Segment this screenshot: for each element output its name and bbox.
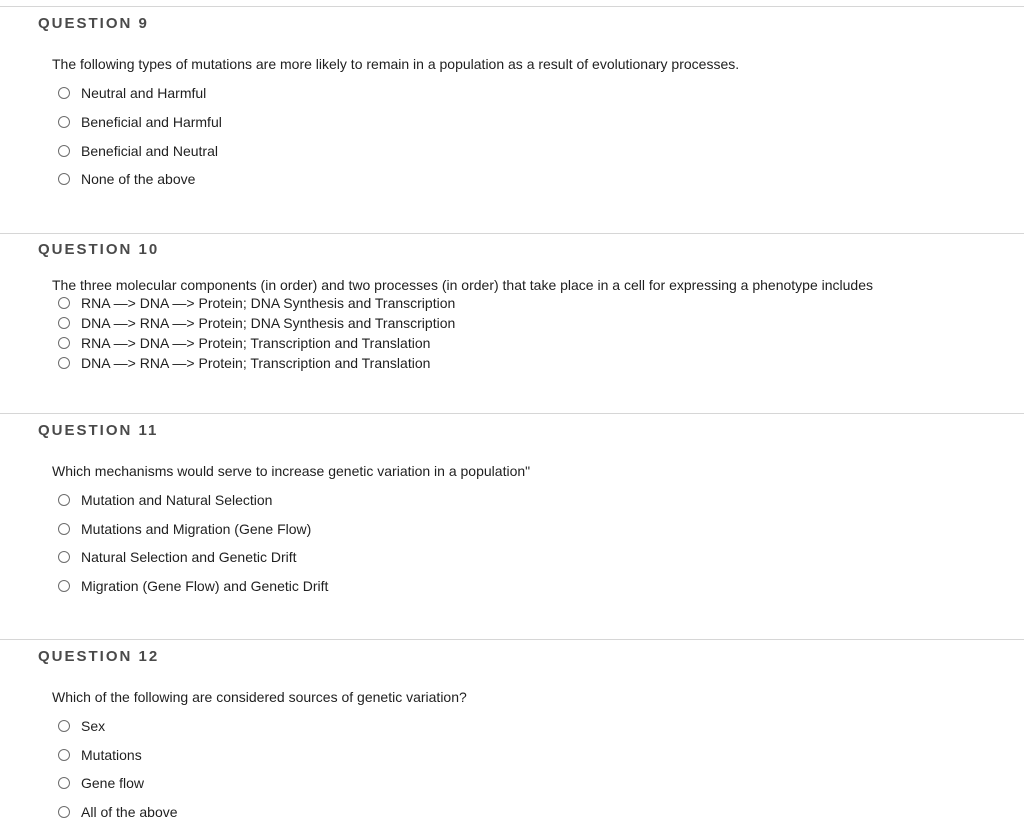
option-label: DNA —> RNA —> Protein; Transcription and Translation [81, 355, 431, 371]
radio-button[interactable] [58, 523, 70, 535]
option-label: Mutations [81, 747, 142, 763]
option-label: Migration (Gene Flow) and Genetic Drift [81, 578, 329, 594]
radio-button[interactable] [58, 720, 70, 732]
option-label: Mutation and Natural Selection [81, 492, 273, 508]
option-label: Neutral and Harmful [81, 85, 207, 101]
option-label: Mutations and Migration (Gene Flow) [81, 521, 312, 537]
answer-option[interactable] [58, 294, 455, 312]
answer-option[interactable] [58, 717, 105, 735]
answer-option[interactable] [58, 491, 272, 509]
answer-option[interactable] [58, 577, 328, 595]
option-label: Sex [81, 718, 106, 734]
radio-button[interactable] [58, 551, 70, 563]
question-heading: QUESTION 9 [38, 15, 149, 32]
question-prompt: Which mechanisms would serve to increase genetic variation in a population" [52, 463, 531, 479]
question-block-12 [0, 639, 1024, 839]
option-label: Gene flow [81, 775, 145, 791]
radio-button[interactable] [58, 580, 70, 592]
option-label: None of the above [81, 171, 196, 187]
option-label: Beneficial and Neutral [81, 143, 218, 159]
answer-option[interactable] [58, 774, 144, 792]
option-label: DNA —> RNA —> Protein; DNA Synthesis and Transcription [81, 315, 456, 331]
radio-button[interactable] [58, 317, 70, 329]
answer-option[interactable] [58, 548, 297, 566]
radio-button[interactable] [58, 494, 70, 506]
question-prompt: The three molecular components (in order) and two processes (in order) that take place in a cell for expressing a phenotype includes [52, 277, 873, 293]
option-label: All of the above [81, 804, 178, 820]
question-heading: QUESTION 10 [38, 241, 160, 258]
radio-button[interactable] [58, 116, 70, 128]
radio-button[interactable] [58, 297, 70, 309]
question-prompt: Which of the following are considered sources of genetic variation? [52, 689, 467, 705]
question-block-10 [0, 233, 1024, 413]
question-heading: QUESTION 11 [38, 422, 159, 439]
radio-button[interactable] [58, 777, 70, 789]
option-label: RNA —> DNA —> Protein; Transcription and Translation [81, 335, 431, 351]
answer-option[interactable] [58, 354, 430, 372]
answer-option[interactable] [58, 113, 222, 131]
question-block-9 [0, 6, 1024, 233]
radio-button[interactable] [58, 87, 70, 99]
radio-button[interactable] [58, 357, 70, 369]
answer-option[interactable] [58, 746, 142, 764]
radio-button[interactable] [58, 749, 70, 761]
radio-button[interactable] [58, 173, 70, 185]
option-label: Beneficial and Harmful [81, 114, 222, 130]
radio-button[interactable] [58, 806, 70, 818]
answer-option[interactable] [58, 314, 455, 332]
radio-button[interactable] [58, 337, 70, 349]
question-block-11 [0, 413, 1024, 639]
answer-option[interactable] [58, 803, 178, 821]
answer-option[interactable] [58, 334, 430, 352]
question-heading: QUESTION 12 [38, 648, 160, 665]
question-prompt: The following types of mutations are more likely to remain in a population as a result of evolutionary processes. [52, 56, 740, 72]
radio-button[interactable] [58, 145, 70, 157]
answer-option[interactable] [58, 170, 195, 188]
answer-option[interactable] [58, 142, 218, 160]
answer-option[interactable] [58, 520, 311, 538]
option-label: Natural Selection and Genetic Drift [81, 549, 297, 565]
option-label: RNA —> DNA —> Protein; DNA Synthesis and Transcription [81, 295, 456, 311]
answer-option[interactable] [58, 84, 206, 102]
